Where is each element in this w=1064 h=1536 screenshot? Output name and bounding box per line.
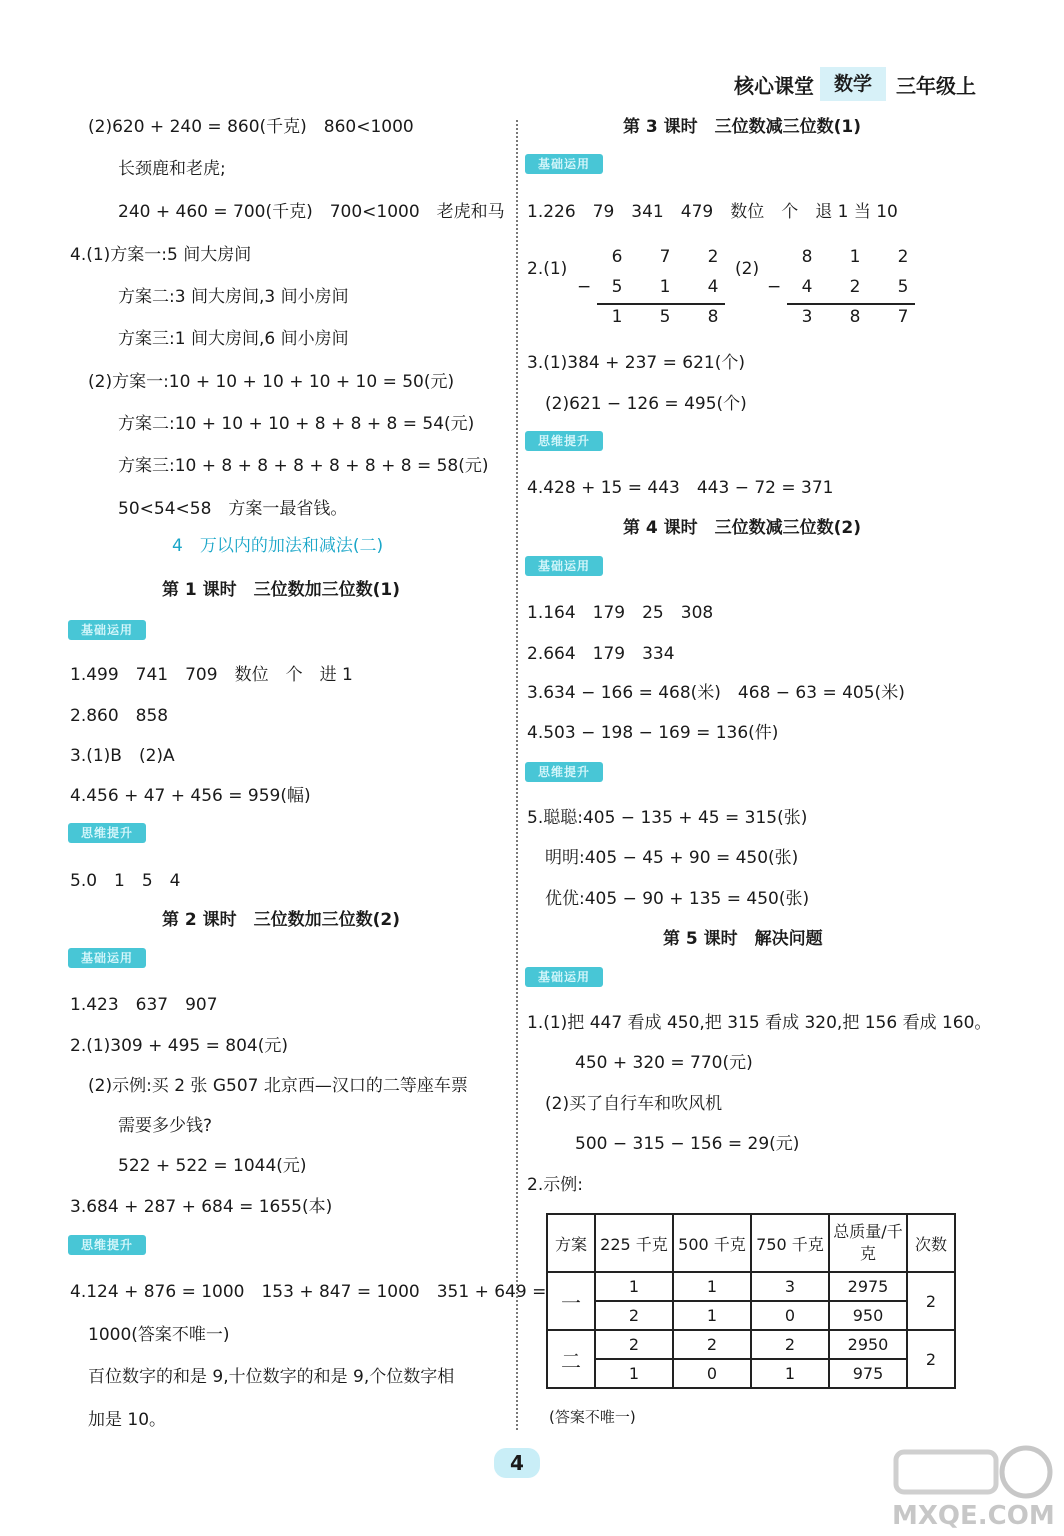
digit: 2	[707, 247, 719, 267]
digit: 1	[611, 307, 623, 327]
digit: 1	[659, 277, 671, 297]
digit: 8	[801, 247, 813, 267]
answer-line: 3.(1)B (2)A	[70, 746, 175, 766]
answer-line: 4.503 − 198 − 169 = 136(件)	[527, 723, 779, 743]
lesson-title: 第 3 课时 三位数减三位数(1)	[623, 117, 862, 137]
digit: 2	[897, 247, 909, 267]
answer-line: 4.124 + 876 = 1000 153 + 847 = 1000 351 + 649 =	[70, 1282, 547, 1302]
minuend-row	[795, 242, 915, 272]
answer-line: 3.684 + 287 + 684 = 1655(本)	[70, 1197, 333, 1217]
answer-line: 500 − 315 − 156 = 29(元)	[575, 1134, 800, 1154]
page-number: 4	[494, 1448, 540, 1478]
digit: 7	[659, 247, 671, 267]
answer-note: (答案不唯一)	[549, 1408, 636, 1426]
table-cell: 2	[595, 1330, 673, 1359]
plan-table	[546, 1213, 956, 1389]
table-cell-plan: 二	[547, 1330, 595, 1388]
section-tag-thinking: 思维提升	[68, 1235, 146, 1255]
answer-line: 3.634 − 166 = 468(米) 468 − 63 = 405(米)	[527, 683, 905, 703]
subtrahend-row	[795, 272, 915, 302]
table-cell: 1	[673, 1272, 751, 1301]
digit: 4	[801, 277, 813, 297]
table-row	[547, 1330, 955, 1359]
section-tag-basic: 基础运用	[68, 948, 146, 968]
section-tag-basic: 基础运用	[525, 967, 603, 987]
digit: 8	[849, 307, 861, 327]
table-cell: 2950	[829, 1330, 907, 1359]
table-cell-times: 2	[907, 1330, 955, 1388]
digit: 3	[801, 307, 813, 327]
table-cell: 1	[595, 1272, 673, 1301]
answer-line: 百位数字的和是 9,十位数字的和是 9,个位数字相	[88, 1367, 455, 1387]
unit-title: 4 万以内的加法和减法(二)	[172, 536, 384, 556]
answer-line: 方案三:1 间大房间,6 间小房间	[118, 329, 349, 349]
digit: 5	[659, 307, 671, 327]
answer-line: 450 + 320 = 770(元)	[575, 1053, 753, 1073]
digit: 5	[897, 277, 909, 297]
table-cell: 3	[751, 1272, 829, 1301]
answer-line: 4.428 + 15 = 443 443 − 72 = 371	[527, 478, 834, 498]
answer-line: 1.(1)把 447 看成 450,把 315 看成 320,把 156 看成 160。	[527, 1013, 992, 1033]
lesson-title: 第 4 课时 三位数减三位数(2)	[623, 518, 862, 538]
answer-line: 方案二:10 + 10 + 10 + 8 + 8 + 8 = 54(元)	[118, 414, 475, 434]
answer-line: 方案二:3 间大房间,3 间小房间	[118, 287, 349, 307]
answer-line: 1000(答案不唯一)	[88, 1325, 230, 1345]
answer-line: 需要多少钱?	[118, 1116, 213, 1136]
table-cell: 1	[751, 1359, 829, 1388]
answer-line: 4.456 + 47 + 456 = 959(幅)	[70, 786, 311, 806]
subject-label: 数学	[820, 67, 886, 101]
answer-line: 2.示例:	[527, 1175, 583, 1195]
table-cell: 2975	[829, 1272, 907, 1301]
answer-line: 522 + 522 = 1044(元)	[118, 1156, 307, 1176]
answer-line: 2.860 858	[70, 706, 169, 726]
table-row	[547, 1301, 955, 1330]
answer-line: (2)620 + 240 = 860(千克) 860<1000	[88, 117, 414, 137]
answer-line: (2)买了自行车和吹风机	[545, 1094, 723, 1114]
grade-label: 三年级上	[896, 73, 976, 98]
table-cell: 1	[673, 1301, 751, 1330]
table-cell-plan: 一	[547, 1272, 595, 1330]
answer-line: 3.(1)384 + 237 = 621(个)	[527, 353, 746, 373]
lesson-title: 第 2 课时 三位数加三位数(2)	[162, 910, 401, 930]
answer-line: 优优:405 − 90 + 135 = 450(张)	[545, 889, 810, 909]
vertical-subtraction-2	[767, 242, 915, 332]
column-divider	[516, 120, 518, 1430]
section-tag-basic: 基础运用	[525, 556, 603, 576]
digit: 6	[611, 247, 623, 267]
table-cell: 2	[595, 1301, 673, 1330]
section-tag-thinking: 思维提升	[525, 762, 603, 782]
answer-line: 50<54<58 方案一最省钱。	[118, 499, 348, 519]
sum-rule	[597, 303, 725, 305]
table-row	[547, 1359, 955, 1388]
answer-line: (2)示例:买 2 张 G507 北京西—汉口的二等座车票	[88, 1076, 468, 1096]
section-tag-basic: 基础运用	[68, 620, 146, 640]
table-header: 750 千克	[751, 1214, 829, 1272]
watermark-text: MXQE.COM	[892, 1501, 1055, 1531]
answer-line: (2)	[735, 259, 760, 279]
section-tag-thinking: 思维提升	[525, 431, 603, 451]
digit: 1	[849, 247, 861, 267]
page-header	[734, 66, 976, 102]
minus-sign: −	[767, 277, 782, 297]
table-cell: 2	[751, 1330, 829, 1359]
answer-line: (2)621 − 126 = 495(个)	[545, 394, 747, 414]
table-cell: 975	[829, 1359, 907, 1388]
table-cell: 950	[829, 1301, 907, 1330]
digit: 5	[611, 277, 623, 297]
answer-line: 5.聪聪:405 − 135 + 45 = 315(张)	[527, 808, 808, 828]
digit: 8	[707, 307, 719, 327]
table-cell-times: 2	[907, 1272, 955, 1330]
answer-line: 4.(1)方案一:5 间大房间	[70, 245, 252, 265]
answer-line: 2.(1)	[527, 259, 568, 279]
minuend-row	[605, 242, 725, 272]
table-header-row	[547, 1214, 955, 1272]
answer-line: 1.499 741 709 数位 个 进 1	[70, 665, 353, 685]
subtrahend-row	[605, 272, 725, 302]
answer-line: 1.423 637 907	[70, 995, 218, 1015]
watermark-logo	[886, 1442, 1056, 1532]
answer-line: 方案三:10 + 8 + 8 + 8 + 8 + 8 + 8 = 58(元)	[118, 456, 489, 476]
section-tag-basic: 基础运用	[525, 154, 603, 174]
answer-line: 2.664 179 334	[527, 644, 675, 664]
answer-line: 1.164 179 25 308	[527, 603, 714, 623]
answer-line: 240 + 460 = 700(千克) 700<1000 老虎和马	[118, 202, 505, 222]
answer-line: 5.0 1 5 4	[70, 871, 181, 891]
table-cell: 1	[595, 1359, 673, 1388]
table-cell: 0	[673, 1359, 751, 1388]
minus-sign: −	[577, 277, 592, 297]
difference-row	[605, 302, 725, 332]
answer-line: 2.(1)309 + 495 = 804(元)	[70, 1036, 289, 1056]
section-tag-thinking: 思维提升	[68, 823, 146, 843]
digit: 2	[849, 277, 861, 297]
table-header: 500 千克	[673, 1214, 751, 1272]
answer-line: 1.226 79 341 479 数位 个 退 1 当 10	[527, 202, 898, 222]
answer-line: 加是 10。	[88, 1410, 167, 1430]
digit: 7	[897, 307, 909, 327]
table-header: 225 千克	[595, 1214, 673, 1272]
table-header: 方案	[547, 1214, 595, 1272]
table-row	[547, 1272, 955, 1301]
table-header: 次数	[907, 1214, 955, 1272]
digit: 4	[707, 277, 719, 297]
answer-line: 明明:405 − 45 + 90 = 450(张)	[545, 848, 799, 868]
table-cell: 2	[673, 1330, 751, 1359]
difference-row	[795, 302, 915, 332]
vertical-subtraction-1	[577, 242, 725, 332]
book-brand: 核心课堂	[733, 73, 814, 98]
table-header: 总质量/千克	[829, 1214, 907, 1272]
lesson-title: 第 5 课时 解决问题	[663, 929, 823, 949]
sum-rule	[787, 303, 915, 305]
table-cell: 0	[751, 1301, 829, 1330]
answer-line: (2)方案一:10 + 10 + 10 + 10 + 10 = 50(元)	[88, 372, 455, 392]
answer-line: 长颈鹿和老虎;	[118, 159, 226, 179]
lesson-title: 第 1 课时 三位数加三位数(1)	[162, 580, 401, 600]
